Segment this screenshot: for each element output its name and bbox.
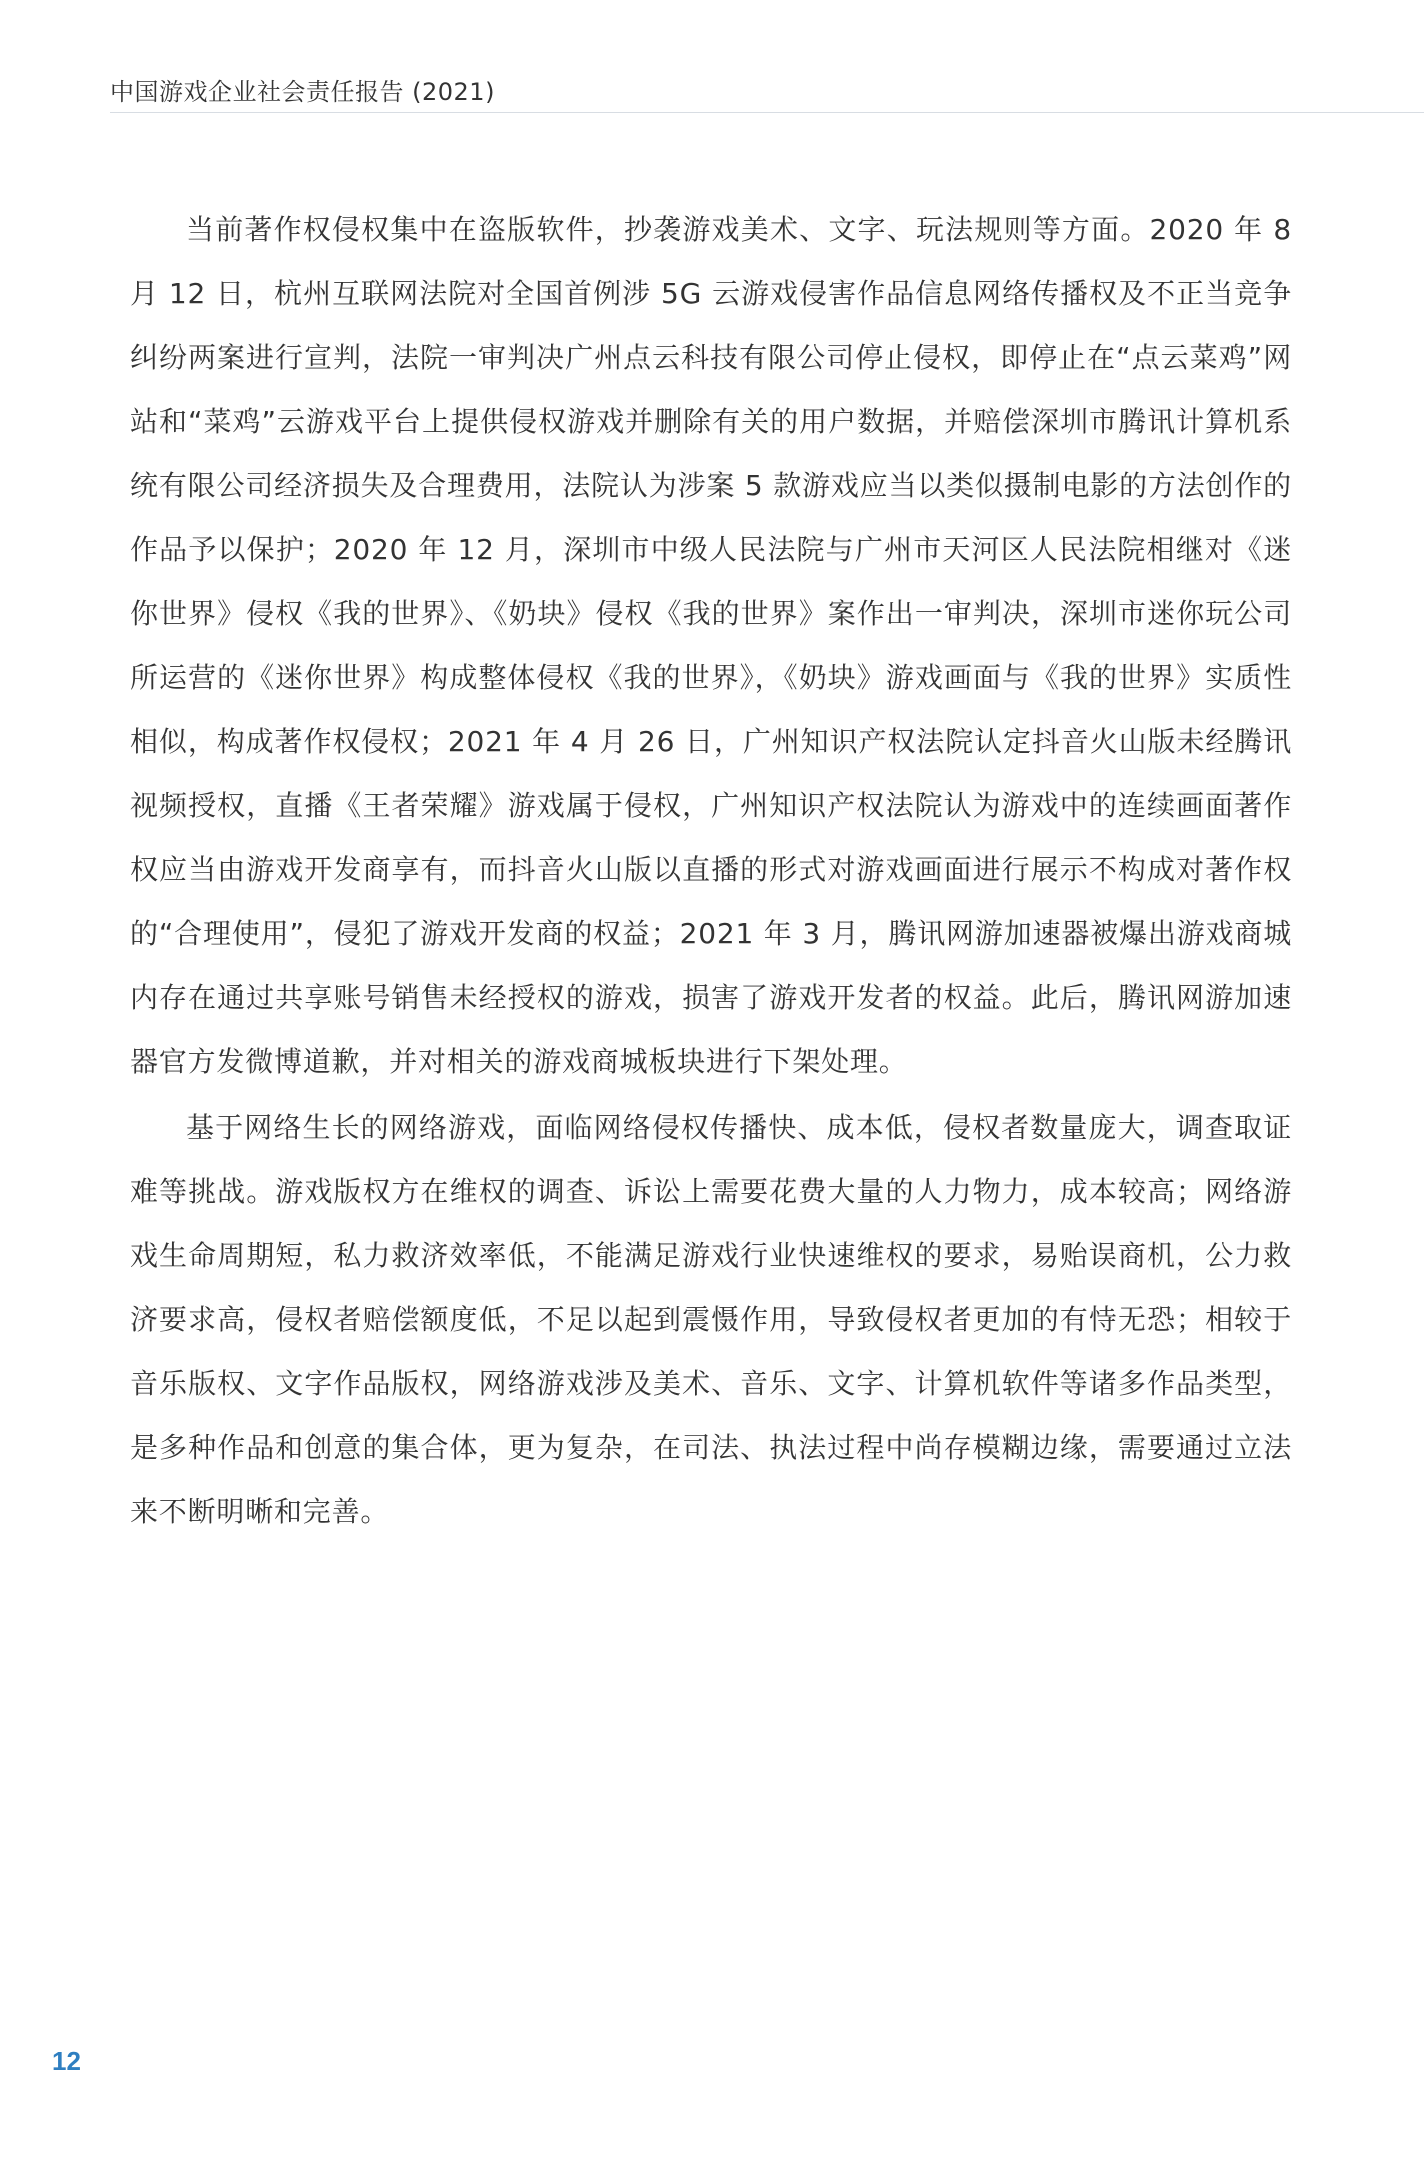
header-divider — [110, 112, 1424, 113]
report-title: 中国游戏企业社会责任报告 (2021) — [110, 78, 495, 106]
page-number: 12 — [52, 2046, 81, 2076]
body-text — [130, 198, 1292, 1546]
paragraph-online-infringement-challenges: 基于网络生长的网络游戏，面临网络侵权传播快、成本低，侵权者数量庞大，调查取证难等挑战。游戏版权方在维权的调查、诉讼上需要花费大量的人力物力，成本较高；网络游戏生命周期短，私力救济效率低，不能满足游戏行业快速维权的要求，易贻误商机，公力救济要求高，侵权者赔偿额度低，不足以起到震慑作用，导致侵权者更加的有恃无恐；相较于音乐版权、文字作品版权，网络游戏涉及美术、音乐、文字、计算机软件等诸多作品类型，是多种作品和创意的集合体，更为复杂，在司法、执法过程中尚存模糊边缘，需要通过立法来不断明晰和完善。 — [130, 1111, 1292, 1528]
paragraph-copyright-cases: 当前著作权侵权集中在盗版软件，抄袭游戏美术、文字、玩法规则等方面。2020 年 8 月 12 日，杭州互联网法院对全国首例涉 5G 云游戏侵害作品信息网络传播权及不正当竞争纠纷两案进行宣判，法院一审判决广州点云科技有限公司停止侵权，即停止在“点云菜鸡”网站和“菜鸡”云游戏平台上提供侵权游戏并删除有关的用户数据，并赔偿深圳市腾讯计算机系统有限公司经济损失及合理费用，法院认为涉案 5 款游戏应当以类似摄制电影的方法创作的作品予以保护；2020 年 12 月，深圳市中级人民法院与广州市天河区人民法院相继对《迷你世界》侵权《我的世界》、《奶块》侵权《我的世界》案作出一审判决，深圳市迷你玩公司所运营的《迷你世界》构成整体侵权《我的世界》，《奶块》游戏画面与《我的世界》实质性相似，构成著作权侵权；2021 年 4 月 26 日，广州知识产权法院认定抖音火山版未经腾讯视频授权，直播《王者荣耀》游戏属于侵权，广州知识产权法院认为游戏中的连续画面著作权应当由游戏开发商享有，而抖音火山版以直播的形式对游戏画面进行展示不构成对著作权的“合理使用”，侵犯了游戏开发商的权益；2021 年 3 月，腾讯网游加速器被爆出游戏商城内存在通过共享账号销售未经授权的游戏，损害了游戏开发者的权益。此后，腾讯网游加速器官方发微博道歉，并对相关的游戏商城板块进行下架处理。 — [130, 213, 1292, 1078]
